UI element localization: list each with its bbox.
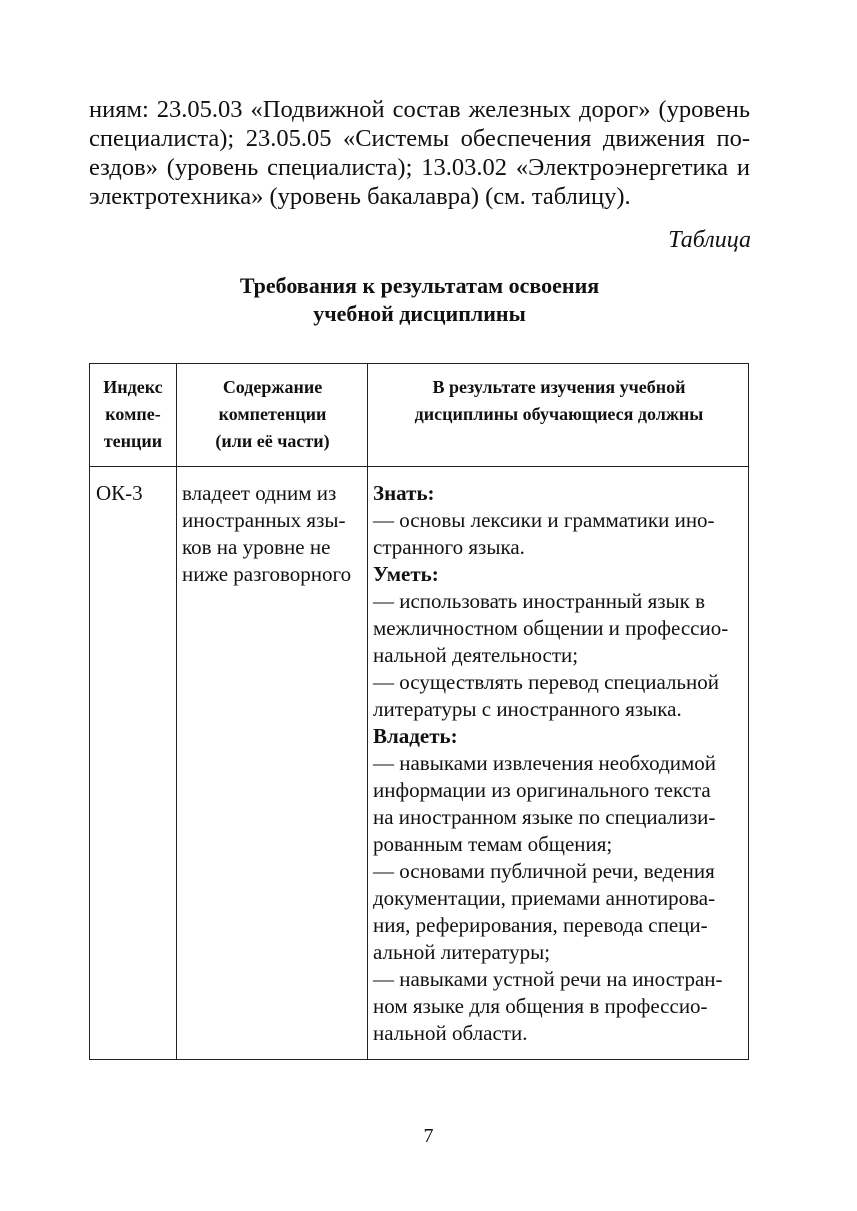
results-line: рованным темам общения;: [373, 832, 613, 856]
row-index: ОК-3: [96, 481, 143, 505]
results-line: межличностном общении и профессио-: [373, 616, 729, 640]
results-heading: Уметь:: [373, 562, 439, 586]
content-line: иностранных язы-: [182, 508, 346, 532]
intro-line: специалиста); 23.05.05 «Системы обеспечения движения по-: [89, 125, 750, 152]
table-caption: Таблица: [668, 227, 751, 253]
header-line: дисциплины обучающиеся должны: [414, 404, 704, 424]
results-line: на иностранном языке по специализи-: [373, 805, 716, 829]
header-divider: [90, 466, 748, 467]
results-line: альной литературы;: [373, 940, 551, 964]
header-index: [90, 374, 176, 455]
results-line: информации из оригинального текста: [373, 778, 711, 802]
row-results: [373, 480, 728, 1047]
results-heading: Владеть:: [373, 724, 458, 748]
results-line: документации, приемами аннотирова-: [373, 886, 716, 910]
results-line: ном языке для общения в профессио-: [373, 994, 708, 1018]
results-line: — использовать иностранный язык в: [373, 589, 706, 613]
intro-line: электротехника» (уровень бакалавра) (см. таблицу).: [89, 183, 631, 210]
header-line: компе-: [105, 404, 161, 424]
header-line: Индекс: [103, 377, 163, 397]
results-line: нальной деятельности;: [373, 643, 579, 667]
content-line: владеет одним из: [182, 481, 337, 505]
results-line: нальной области.: [373, 1021, 528, 1045]
content-line: ков на уровне не: [182, 535, 331, 559]
results-line: литературы с иностранного языка.: [373, 697, 682, 721]
header-line: компетенции: [218, 404, 327, 424]
header-content: [178, 374, 367, 455]
intro-line: ездов» (уровень специалиста); 13.03.02 «Электроэнергетика и: [89, 154, 750, 181]
header-results: [369, 374, 749, 428]
table-title-line: Требования к результатам освоения: [239, 273, 600, 298]
results-line: — основами публичной речи, ведения: [373, 859, 715, 883]
results-heading: Знать:: [373, 481, 435, 505]
table-title-line: учебной дисциплины: [313, 301, 526, 326]
results-line: — осуществлять перевод специальной: [373, 670, 719, 694]
header-line: (или её части): [215, 431, 330, 451]
row-content: [182, 480, 351, 588]
results-line: — навыками извлечения необходимой: [373, 751, 717, 775]
header-line: Содержание: [222, 377, 323, 397]
page-number: 7: [423, 1125, 434, 1147]
results-line: странного языка.: [373, 535, 525, 559]
column-divider: [176, 364, 177, 1059]
column-divider: [367, 364, 368, 1059]
intro-line: ниям: 23.05.03 «Подвижной состав железных дорог» (уровень: [89, 96, 750, 123]
competence-table: [89, 363, 749, 1060]
header-line: тенции: [103, 431, 163, 451]
results-line: — основы лексики и грамматики ино-: [373, 508, 715, 532]
results-line: ния, реферирования, перевода специ-: [373, 913, 708, 937]
content-line: ниже разговорного: [182, 562, 352, 586]
header-line: В результате изучения учебной: [432, 377, 686, 397]
results-line: — навыками устной речи на иностран-: [373, 967, 723, 991]
